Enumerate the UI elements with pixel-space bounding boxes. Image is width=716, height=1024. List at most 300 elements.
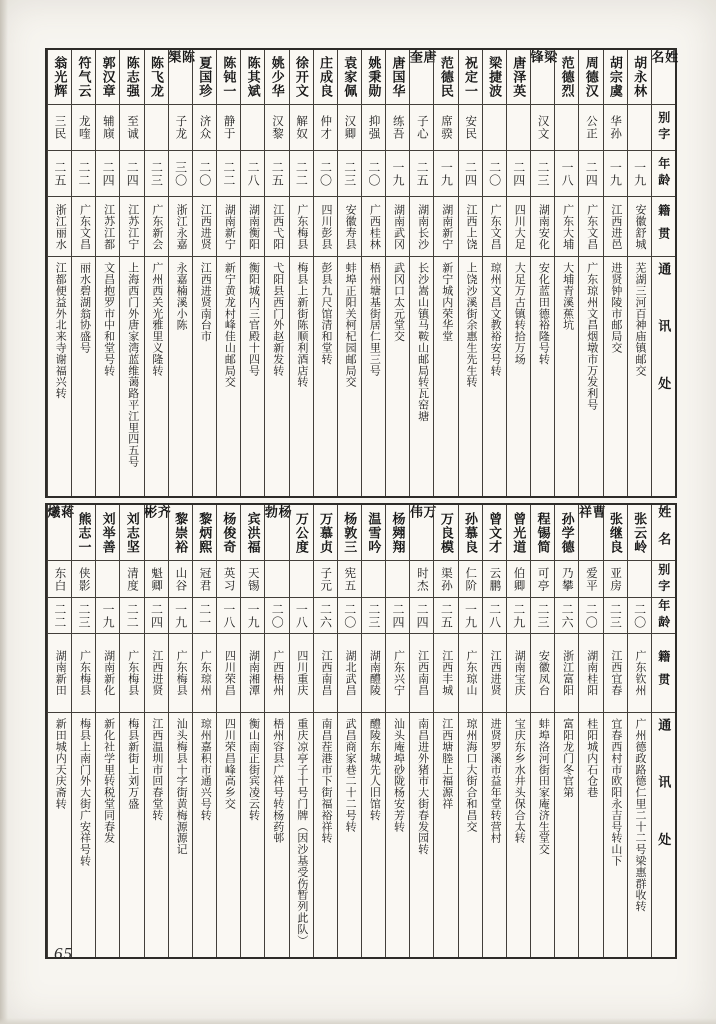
person-column xyxy=(337,505,361,957)
person-courtesy-name xyxy=(362,561,385,598)
header-contact xyxy=(652,713,675,957)
person-courtesy-text: 乃攀 xyxy=(560,566,573,592)
person-column xyxy=(627,505,651,957)
person-courtesy-name xyxy=(217,105,240,151)
person-courtesy-text: 时杰 xyxy=(415,566,428,592)
person-age xyxy=(48,151,71,197)
person-column xyxy=(603,505,627,957)
person-age-text: 二二 xyxy=(52,602,67,629)
person-name xyxy=(507,505,530,561)
person-contact-text: 进贤钟陵市邮局交 xyxy=(609,262,622,354)
person-courtesy-text: 汉黎 xyxy=(270,115,283,140)
person-contact-address xyxy=(410,257,433,496)
person-age xyxy=(120,151,143,197)
person-courtesy-text: 云鹏 xyxy=(488,566,501,592)
person-contact-text: 南昌进外猪市大街春发园转 xyxy=(416,718,429,855)
person-contact-text: 新宁城内荣华堂 xyxy=(440,262,453,342)
person-contact-text: 长沙嵩山镇马鞍山邮局转瓦窑塘 xyxy=(416,262,429,422)
person-age-text: 二三 xyxy=(608,602,623,629)
person-age-text: 二〇 xyxy=(270,602,285,629)
person-column xyxy=(313,50,337,496)
person-age xyxy=(48,598,71,634)
person-age xyxy=(96,598,119,634)
person-name xyxy=(483,505,506,561)
person-courtesy-name xyxy=(145,105,168,151)
person-age xyxy=(459,151,482,197)
person-courtesy-text: 侠影 xyxy=(77,566,90,592)
person-age-text: 一九 xyxy=(608,160,623,187)
person-courtesy-text: 济众 xyxy=(198,115,211,140)
person-age-text: 二五 xyxy=(270,160,285,187)
person-contact-address xyxy=(72,713,95,957)
person-name-text: 姚少华 xyxy=(269,56,285,98)
person-column xyxy=(385,50,409,496)
person-contact-address xyxy=(531,257,554,496)
person-native-place xyxy=(193,634,216,713)
person-name-text: 杨俊奇 xyxy=(221,511,237,554)
header-name xyxy=(649,50,679,105)
person-name xyxy=(166,50,195,105)
person-native-place xyxy=(628,197,651,257)
person-age xyxy=(628,151,651,197)
person-contact-text: 南昌茬港市下街福裕祥转 xyxy=(320,718,332,844)
person-contact-text: 梧州塘基街居仁里三号 xyxy=(368,262,381,376)
person-column xyxy=(313,505,337,957)
person-name-text: 陈飞龙 xyxy=(148,56,164,98)
header-age xyxy=(652,151,675,197)
person-native-place xyxy=(604,634,627,713)
person-column xyxy=(530,505,554,957)
person-courtesy-name xyxy=(193,561,216,598)
person-native-place xyxy=(217,197,240,257)
person-name-text: 杨敦三 xyxy=(342,511,358,554)
person-age-text: 一九 xyxy=(463,602,478,629)
person-column xyxy=(482,50,506,496)
person-age-text: 二二 xyxy=(76,160,91,187)
person-native-place xyxy=(72,197,95,257)
person-contact-address xyxy=(579,713,602,957)
person-native-text: 广东梅县 xyxy=(295,203,308,250)
person-courtesy-text: 子元 xyxy=(319,566,332,592)
table-header-column xyxy=(651,505,675,957)
person-courtesy-text: 子龙 xyxy=(174,115,187,140)
person-courtesy-text: 安民 xyxy=(464,115,477,140)
person-name-text: 杨翙翔 xyxy=(390,511,406,554)
person-column xyxy=(262,505,292,957)
person-name-text: 周德汉 xyxy=(583,56,599,98)
person-native-text: 广东钦州 xyxy=(634,650,647,696)
person-column xyxy=(506,505,530,957)
person-age-text: 二〇 xyxy=(342,602,357,629)
person-native-place xyxy=(338,197,361,257)
person-contact-text: 衡山南正街宾凌云转 xyxy=(247,718,260,821)
person-courtesy-name xyxy=(338,105,361,151)
person-contact-address xyxy=(145,257,168,496)
person-contact-text: 广州德政路德仁里二十二号梁惠群收转 xyxy=(634,718,647,912)
person-contact-text: 梅县新街上刘万盛 xyxy=(126,718,139,810)
person-name-text: 万伟 xyxy=(407,505,437,535)
person-name-text: 徐开文 xyxy=(293,56,309,98)
person-contact-text: 丽水碧湖翁协盛号 xyxy=(78,262,91,354)
person-name-text: 范德烈 xyxy=(559,56,575,98)
person-age xyxy=(362,598,385,634)
person-age-text: 二四 xyxy=(101,160,116,187)
person-name-text: 梁捷波 xyxy=(487,56,503,98)
person-native-text: 安徽凤台 xyxy=(537,650,550,696)
person-native-place xyxy=(531,197,554,257)
person-native-place xyxy=(72,634,95,713)
person-column xyxy=(603,50,627,496)
person-courtesy-name xyxy=(169,561,192,598)
person-column xyxy=(289,505,313,957)
person-native-place xyxy=(386,634,409,713)
person-native-text: 四川重庆 xyxy=(295,650,308,696)
person-name-text: 庄成良 xyxy=(318,56,334,98)
person-age-text: 二五 xyxy=(439,602,454,629)
person-name-text: 翁光辉 xyxy=(52,56,68,98)
person-column xyxy=(240,505,264,957)
person-column xyxy=(240,50,264,496)
person-contact-address xyxy=(410,713,433,957)
person-name xyxy=(386,505,409,561)
person-name xyxy=(241,505,264,561)
person-courtesy-name xyxy=(555,105,578,151)
person-age xyxy=(555,151,578,197)
person-native-place xyxy=(145,634,168,713)
person-courtesy-text: 公正 xyxy=(584,115,597,140)
person-courtesy-name xyxy=(483,105,506,151)
person-contact-address xyxy=(290,713,313,957)
person-age xyxy=(579,598,602,634)
person-name xyxy=(362,505,385,561)
person-native-text: 江西上饶 xyxy=(464,203,477,250)
person-native-place xyxy=(241,197,264,257)
person-age xyxy=(410,598,433,634)
person-age-text: 二八 xyxy=(246,160,261,187)
person-column xyxy=(627,50,651,496)
person-native-text: 江西进贤 xyxy=(199,203,212,250)
person-age-text: 二一 xyxy=(197,602,212,629)
person-contact-text: 新宁黄龙村峰佳山邮局交 xyxy=(223,262,236,388)
person-age xyxy=(241,151,264,197)
person-native-text: 湖北武昌 xyxy=(344,650,357,696)
person-native-place xyxy=(120,197,143,257)
person-contact-text: 琼州海口大街合和昌交 xyxy=(464,718,477,832)
person-age xyxy=(145,598,168,634)
person-courtesy-text: 爱平 xyxy=(584,566,597,592)
person-age-text: 一九 xyxy=(391,160,405,187)
person-name-text: 胡永林 xyxy=(632,56,648,98)
person-courtesy-name xyxy=(96,105,119,151)
person-native-text: 湖南长沙 xyxy=(416,203,429,250)
person-name-text: 符气云 xyxy=(76,56,92,98)
person-native-text: 湖南醴陵 xyxy=(368,650,381,696)
person-age-text: 二四 xyxy=(125,160,140,187)
person-name xyxy=(434,50,457,105)
person-name-text: 唐奎 xyxy=(407,50,437,80)
person-contact-address xyxy=(483,257,506,496)
person-column xyxy=(433,505,457,957)
person-age-text: 二四 xyxy=(463,160,478,187)
person-courtesy-name xyxy=(217,561,240,598)
person-courtesy-text: 三民 xyxy=(53,115,66,140)
person-courtesy-name xyxy=(386,105,409,151)
person-courtesy-name xyxy=(628,105,651,151)
person-contact-address xyxy=(241,257,264,496)
person-age-text: 一八 xyxy=(294,602,309,629)
person-contact-address xyxy=(169,713,192,957)
person-contact-text: 梧州容县广祥号转杨药邨 xyxy=(271,718,284,844)
person-name-text: 唐国华 xyxy=(390,56,406,98)
person-name xyxy=(338,505,361,561)
person-contact-address xyxy=(507,257,530,496)
person-name xyxy=(531,505,554,561)
person-column xyxy=(361,50,385,496)
person-name xyxy=(386,50,409,105)
person-age-text: 二三 xyxy=(535,160,550,187)
person-native-place xyxy=(96,197,119,257)
person-native-place xyxy=(169,197,192,257)
person-contact-address xyxy=(628,257,651,496)
header-age xyxy=(652,598,675,634)
person-age xyxy=(386,598,409,634)
person-age-text: 二九 xyxy=(511,602,526,629)
person-native-place xyxy=(434,197,457,257)
person-native-text: 湖南新化 xyxy=(102,650,115,696)
person-age xyxy=(531,598,554,634)
person-name-text: 曹祥 xyxy=(576,505,606,535)
person-contact-address xyxy=(145,713,168,957)
person-age xyxy=(314,151,337,197)
person-age xyxy=(338,598,361,634)
person-contact-address xyxy=(604,257,627,496)
person-contact-text: 江西温圳市回春堂转 xyxy=(150,718,163,821)
person-native-text: 江西弋阳 xyxy=(271,203,284,250)
person-name xyxy=(265,50,288,105)
person-age-text: 二四 xyxy=(149,602,164,629)
person-column xyxy=(554,50,578,496)
person-courtesy-text: 魁卿 xyxy=(150,566,163,592)
person-name xyxy=(628,505,651,561)
person-native-text: 浙江永嘉 xyxy=(175,203,188,250)
person-name-text: 刘志坚 xyxy=(124,511,140,554)
person-courtesy-text: 山谷 xyxy=(174,566,187,592)
person-age xyxy=(265,151,288,197)
person-courtesy-text: 可亭 xyxy=(536,566,549,592)
person-age-text: 三〇 xyxy=(173,160,188,187)
person-age xyxy=(193,151,216,197)
person-name-text: 曾文才 xyxy=(487,511,503,554)
person-column xyxy=(142,505,171,957)
person-name-text: 郭汉章 xyxy=(100,56,116,98)
person-column xyxy=(337,50,361,496)
header-native-label: 籍贯 xyxy=(656,650,671,696)
person-contact-address xyxy=(362,257,385,496)
person-contact-text: 江都便益外北来寺谢福兴转 xyxy=(54,262,67,399)
person-age xyxy=(434,598,457,634)
header-courtesy xyxy=(652,561,675,598)
person-contact-address xyxy=(193,257,216,496)
person-name xyxy=(241,50,264,105)
person-courtesy-text: 至诚 xyxy=(126,115,139,140)
person-native-text: 广东梅县 xyxy=(78,650,91,696)
person-name xyxy=(407,50,437,105)
person-age xyxy=(507,598,530,634)
person-courtesy-name xyxy=(531,105,554,151)
header-name-label: 姓名 xyxy=(656,505,672,560)
person-native-text: 广东梅县 xyxy=(175,650,188,696)
table-header-column xyxy=(649,50,679,496)
person-name xyxy=(217,50,240,105)
person-name xyxy=(434,505,457,561)
person-native-place xyxy=(410,634,433,713)
person-column xyxy=(216,50,240,496)
person-age xyxy=(338,151,361,197)
person-name-text: 陈钝一 xyxy=(221,56,237,98)
header-courtesy-label: 别字 xyxy=(656,562,671,596)
person-native-place xyxy=(48,197,71,257)
person-contact-address xyxy=(555,257,578,496)
person-contact-address xyxy=(459,257,482,496)
person-contact-text: 醴陵东城先人旧馆转 xyxy=(368,718,381,821)
person-native-place xyxy=(459,197,482,257)
person-name-text: 陈榘 xyxy=(166,50,195,80)
person-name xyxy=(555,50,578,105)
person-contact-text: 汕头庵埠砂陇杨安芳转 xyxy=(392,718,405,832)
person-age xyxy=(72,598,95,634)
person-courtesy-text: 解奴 xyxy=(295,115,308,140)
person-native-text: 江苏江宁 xyxy=(126,203,139,250)
person-native-place xyxy=(217,634,240,713)
person-column xyxy=(168,505,192,957)
person-native-text: 江西丰城 xyxy=(440,650,453,696)
person-courtesy-name xyxy=(410,105,433,151)
person-courtesy-name xyxy=(265,105,288,151)
person-native-place xyxy=(386,197,409,257)
person-native-place xyxy=(483,197,506,257)
person-courtesy-name xyxy=(314,105,337,151)
person-contact-address xyxy=(434,257,457,496)
person-column xyxy=(407,50,437,496)
person-native-place xyxy=(96,634,119,713)
person-courtesy-text: 汉卿 xyxy=(343,115,356,140)
person-courtesy-name xyxy=(96,561,119,598)
person-contact-address xyxy=(193,713,216,957)
person-column xyxy=(71,505,95,957)
person-contact-address xyxy=(96,257,119,496)
person-contact-address xyxy=(362,713,385,957)
person-courtesy-name xyxy=(48,105,71,151)
person-column xyxy=(482,505,506,957)
person-courtesy-text: 抑强 xyxy=(367,115,380,140)
person-column xyxy=(578,50,602,496)
person-native-place xyxy=(579,634,602,713)
person-courtesy-name xyxy=(290,105,313,151)
person-courtesy-text: 子心 xyxy=(415,115,428,140)
person-courtesy-text: 华孙 xyxy=(609,115,622,140)
person-contact-text: 大足万古镇转拾万场 xyxy=(513,262,526,365)
person-native-text: 湖南桂阳 xyxy=(585,650,598,696)
person-native-place xyxy=(531,634,554,713)
person-contact-text: 大埔青溪蕉坑 xyxy=(561,262,574,331)
person-native-text: 湖南安化 xyxy=(537,203,550,250)
person-age-text: 一八 xyxy=(221,602,236,629)
person-age-text: 一九 xyxy=(246,602,261,629)
person-name-text: 熊志一 xyxy=(76,511,92,554)
person-name-text: 黎炳熙 xyxy=(197,511,213,554)
person-age xyxy=(72,151,95,197)
person-age-text: 二四 xyxy=(511,160,526,187)
person-courtesy-name xyxy=(48,561,71,598)
person-age-text: 二五 xyxy=(52,160,67,187)
person-contact-address xyxy=(96,713,119,957)
person-age-text: 二三 xyxy=(342,160,357,187)
person-column xyxy=(119,50,143,496)
person-contact-text: 广东琼州文昌烟墩市万发利号 xyxy=(585,262,598,411)
person-age xyxy=(290,151,313,197)
person-courtesy-name xyxy=(579,105,602,151)
header-age-label: 年龄 xyxy=(656,599,671,632)
person-age-text: 二八 xyxy=(487,602,502,629)
person-age xyxy=(604,598,627,634)
person-courtesy-name xyxy=(604,105,627,151)
header-contact-label: 通讯处 xyxy=(656,718,672,890)
person-native-place xyxy=(290,197,313,257)
person-contact-address xyxy=(434,713,457,957)
person-native-text: 广东琼山 xyxy=(464,650,477,696)
person-column xyxy=(576,505,606,957)
person-native-place xyxy=(434,634,457,713)
header-name-label: 姓名 xyxy=(649,50,679,78)
person-native-text: 江西南昌 xyxy=(416,650,429,696)
person-name xyxy=(579,50,602,105)
person-contact-text: 富阳龙门冬官第 xyxy=(561,718,574,798)
person-contact-text: 新田城内天庆斋转 xyxy=(54,718,67,810)
directory-table-bottom xyxy=(45,503,677,959)
person-name xyxy=(45,505,75,561)
person-native-place xyxy=(48,634,71,713)
person-age-text: 二四 xyxy=(391,602,405,629)
person-contact-address xyxy=(628,713,651,957)
person-contact-text: 上饶沙溪街余惠生先生转 xyxy=(464,262,477,388)
person-native-text: 广东琼州 xyxy=(199,650,212,696)
person-contact-text: 上海西门外唐家湾蓝维蔼路平江里四五号 xyxy=(126,262,139,468)
person-courtesy-text: 静于 xyxy=(222,115,235,140)
person-age xyxy=(241,598,264,634)
person-name-text: 宾洪福 xyxy=(245,511,261,554)
header-age-label: 年龄 xyxy=(656,157,671,190)
person-courtesy-text: 席骙 xyxy=(440,115,453,140)
person-contact-text: 安化蓝田德裕隆号转 xyxy=(537,262,550,365)
person-contact-address xyxy=(241,713,264,957)
person-native-place xyxy=(483,634,506,713)
person-column xyxy=(289,50,313,496)
person-age xyxy=(507,151,530,197)
person-contact-address xyxy=(290,257,313,496)
person-contact-text: 永嘉楠溪小陈 xyxy=(175,262,188,331)
person-name xyxy=(193,505,216,561)
person-native-place xyxy=(193,197,216,257)
person-age xyxy=(483,598,506,634)
person-name xyxy=(362,50,385,105)
person-courtesy-name xyxy=(120,105,143,151)
person-name xyxy=(96,505,119,561)
header-native-label: 籍贯 xyxy=(656,203,671,250)
person-contact-text: 衡阳城内三官殿十四号 xyxy=(247,262,260,376)
person-age-text: 二〇 xyxy=(487,160,502,187)
person-native-text: 广东文昌 xyxy=(585,203,598,250)
person-contact-text: 重庆凉亭子十号门牌（因沙基受伤暂列此队） xyxy=(295,718,308,946)
